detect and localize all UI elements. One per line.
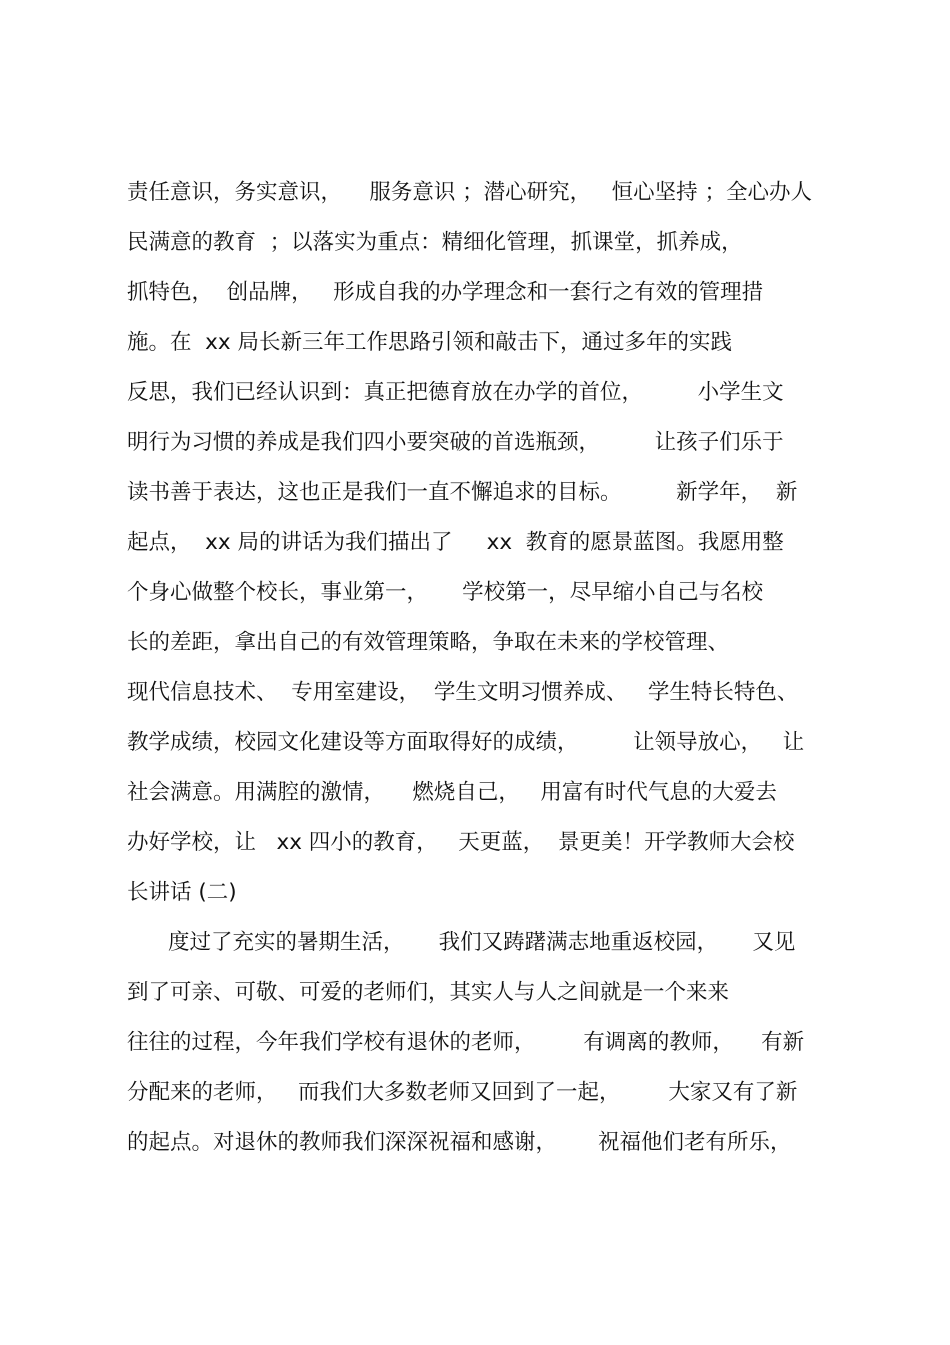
text-line: 往往的过程，今年我们学校有退休的老师， 有调离的教师， 有新 [127,1030,805,1055]
text-line: 个身心做整个校长，事业第一， 学校第一，尽早缩小自己与名校 [127,580,764,605]
text-line: 起点， xx 局的讲话为我们描出了 xx 教育的愿景蓝图。我愿用整 [127,530,784,555]
section-heading-line: 长讲话 (二) [127,880,237,905]
text-line: 社会满意。用满腔的激情， 燃烧自己， 用富有时代气息的大爱去 [127,780,777,805]
text-line: 抓特色， 创品牌， 形成自我的办学理念和一套行之有效的管理措 [127,280,764,305]
text-line: 施。在 xx 局长新三年工作思路引领和敲击下，通过多年的实践 [127,330,732,355]
text-line: 民满意的教育 ；以落实为重点：精细化管理，抓课堂，抓养成， [127,230,743,255]
paragraph-first-line: 度过了充实的暑期生活， 我们又踌躇满志地重返校园， 又见 [127,930,796,955]
text-line: 长的差距，拿出自己的有效管理策略，争取在未来的学校管理、 [127,630,730,655]
text-line: 分配来的老师， 而我们大多数老师又回到了一起， 大家又有了新 [127,1080,798,1105]
text-line: 教学成绩，校园文化建设等方面取得好的成绩， 让领导放心， 让 [127,730,805,755]
text-line: 责任意识，务实意识， 服务意识 ；潜心研究， 恒心坚持 ；全心办人 [127,180,813,205]
text-line: 反思，我们已经认识到：真正把德育放在办学的首位， 小学生文 [127,380,784,405]
text-line: 到了可亲、可敬、可爱的老师们，其实人与人之间就是一个来来 [127,980,730,1005]
text-line: 的起点。对退休的教师我们深深祝福和感谢， 祝福他们老有所乐， [127,1130,792,1155]
text-line: 办好学校，让 xx 四小的教育， 天更蓝， 景更美！开学教师大会校 [127,830,795,855]
text-line: 读书善于表达，这也正是我们一直不懈追求的目标。 新学年， 新 [127,480,798,505]
text-line: 明行为习惯的养成是我们四小要突破的首选瓶颈， 让孩子们乐于 [127,430,784,455]
text-line: 现代信息技术、 专用室建设， 学生文明习惯养成、 学生特长特色、 [127,680,799,705]
